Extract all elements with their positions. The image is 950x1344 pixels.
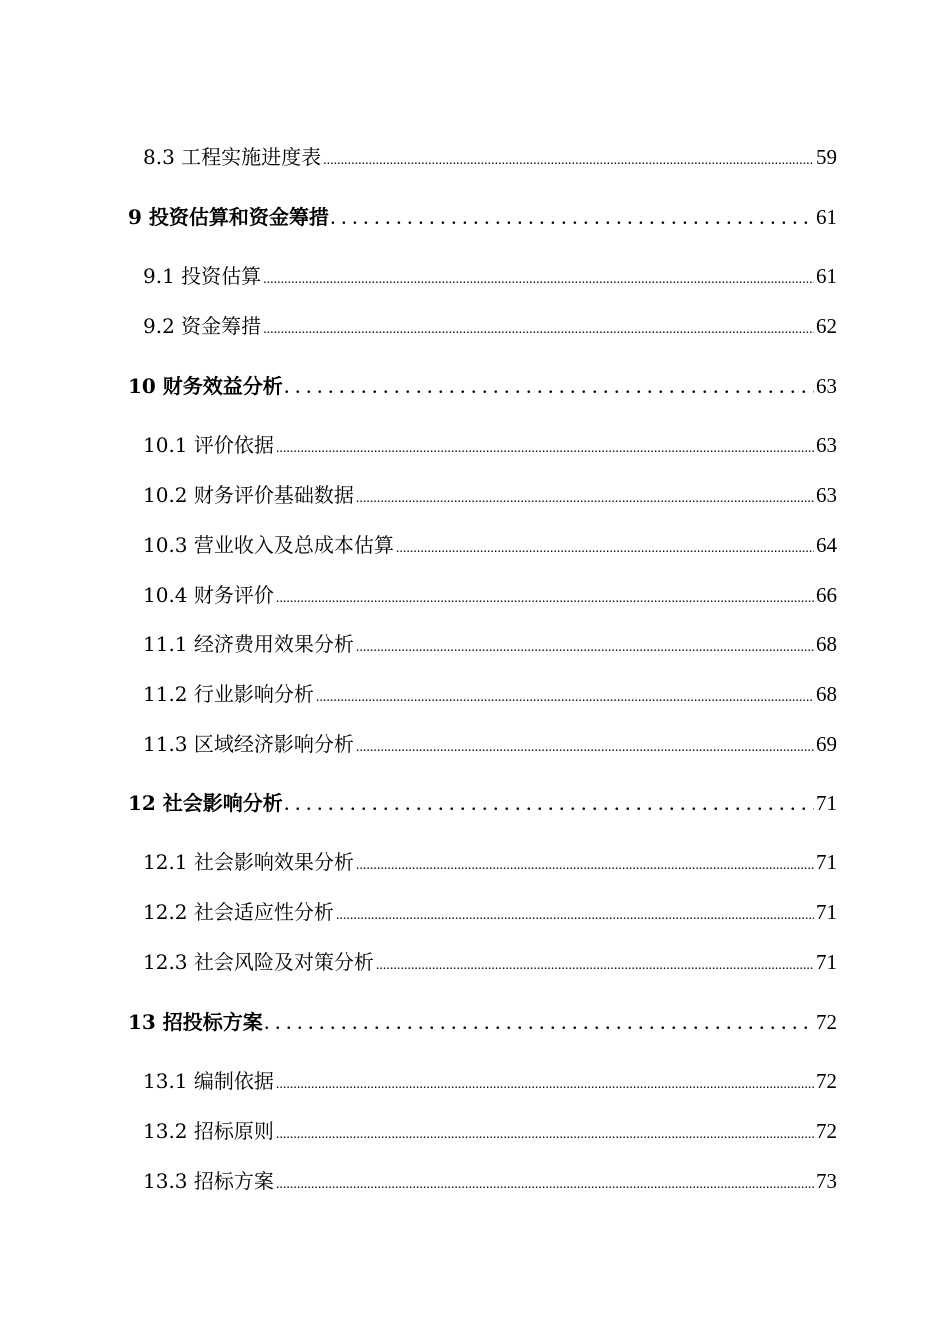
dot-leader: [356, 632, 814, 656]
dot-leader: [276, 1169, 814, 1193]
toc-chapter-10[interactable]: [128, 370, 837, 399]
toc-entry-page: 72: [816, 1069, 837, 1093]
toc-entry-label: 10.3 营业收入及总成本估算: [143, 533, 394, 557]
toc-entry-13-3[interactable]: [143, 1165, 837, 1194]
toc-entry-12-1[interactable]: [143, 846, 837, 875]
dot-leader: [316, 682, 814, 706]
toc-chapter-page: 61: [816, 205, 837, 229]
toc-entry-10-3[interactable]: [143, 529, 837, 558]
toc-entry-page: 63: [816, 483, 837, 507]
toc-entry-8-3[interactable]: [143, 141, 837, 170]
toc-chapter-label: 9 投资估算和资金筹措: [128, 205, 329, 229]
dot-leader: [276, 1119, 814, 1143]
toc-entry-12-2[interactable]: [143, 896, 837, 925]
toc-entry-10-4[interactable]: [143, 579, 837, 608]
toc-chapter-label: 13 招投标方案: [128, 1010, 263, 1034]
toc-entry-9-1[interactable]: [143, 260, 837, 289]
toc-entry-label: 10.2 财务评价基础数据: [143, 483, 354, 507]
toc-entry-label: 12.3 社会风险及对策分析: [143, 950, 374, 974]
toc-entry-10-1[interactable]: [143, 429, 837, 458]
toc-chapter-label: 10 财务效益分析: [128, 374, 283, 398]
toc-entry-label: 11.3 区域经济影响分析: [143, 732, 354, 756]
toc-chapter-page: 63: [816, 374, 837, 398]
toc-entry-label: 13.3 招标方案: [143, 1169, 274, 1193]
toc-entry-page: 68: [816, 682, 837, 706]
toc-entry-page: 61: [816, 264, 837, 288]
toc-entry-label: 13.1 编制依据: [143, 1069, 274, 1093]
dot-leader: [263, 264, 814, 288]
dot-leader: [356, 732, 814, 756]
dot-leader: [336, 900, 814, 924]
dot-leader: [356, 483, 814, 507]
toc-entry-10-2[interactable]: [143, 479, 837, 508]
toc-entry-label: 9.1 投资估算: [143, 264, 262, 288]
toc-entry-label: 10.1 评价依据: [143, 433, 274, 457]
dot-leader: [376, 950, 814, 974]
toc-chapter-9[interactable]: [128, 201, 837, 230]
toc-entry-11-3[interactable]: [143, 728, 837, 757]
toc-chapter-page: 72: [816, 1010, 837, 1034]
toc-entry-label: 12.1 社会影响效果分析: [143, 850, 354, 874]
toc-entry-13-1[interactable]: [143, 1065, 837, 1094]
toc-entry-13-2[interactable]: [143, 1115, 837, 1144]
toc-entry-11-2[interactable]: [143, 678, 837, 707]
toc-entry-page: 71: [816, 900, 837, 924]
dot-leader: [285, 791, 814, 815]
dot-leader: [276, 433, 814, 457]
toc-entry-label: 13.2 招标原则: [143, 1119, 274, 1143]
dot-leader: [396, 533, 814, 557]
toc-entry-page: 63: [816, 433, 837, 457]
toc-entry-page: 71: [816, 950, 837, 974]
dot-leader: [356, 850, 814, 874]
toc-entry-label: 11.1 经济费用效果分析: [143, 632, 354, 656]
toc-chapter-12[interactable]: [128, 787, 837, 816]
toc-chapter-page: 71: [816, 791, 837, 815]
toc-entry-page: 68: [816, 632, 837, 656]
toc-entry-page: 66: [816, 583, 837, 607]
toc-entry-label: 11.2 行业影响分析: [143, 682, 314, 706]
toc-entry-page: 69: [816, 732, 837, 756]
toc-entry-page: 71: [816, 850, 837, 874]
dot-leader: [331, 205, 814, 229]
toc-entry-page: 59: [816, 145, 837, 169]
toc-entry-page: 72: [816, 1119, 837, 1143]
toc-chapter-13[interactable]: [128, 1006, 837, 1035]
dot-leader: [276, 583, 814, 607]
toc-entry-11-1[interactable]: [143, 628, 837, 657]
toc-entry-page: 62: [816, 314, 837, 338]
toc-entry-label: 10.4 财务评价: [143, 583, 274, 607]
dot-leader: [285, 374, 814, 398]
dot-leader: [323, 145, 814, 169]
toc-chapter-label: 12 社会影响分析: [128, 791, 283, 815]
dot-leader: [263, 314, 814, 338]
toc-entry-12-3[interactable]: [143, 946, 837, 975]
toc-entry-label: 9.2 资金筹措: [143, 314, 262, 338]
dot-leader: [265, 1010, 814, 1034]
toc-entry-page: 64: [816, 533, 837, 557]
toc-entry-label: 8.3 工程实施进度表: [143, 145, 322, 169]
toc-entry-9-2[interactable]: [143, 310, 837, 339]
toc-entry-page: 73: [816, 1169, 837, 1193]
dot-leader: [276, 1069, 814, 1093]
toc-entry-label: 12.2 社会适应性分析: [143, 900, 334, 924]
